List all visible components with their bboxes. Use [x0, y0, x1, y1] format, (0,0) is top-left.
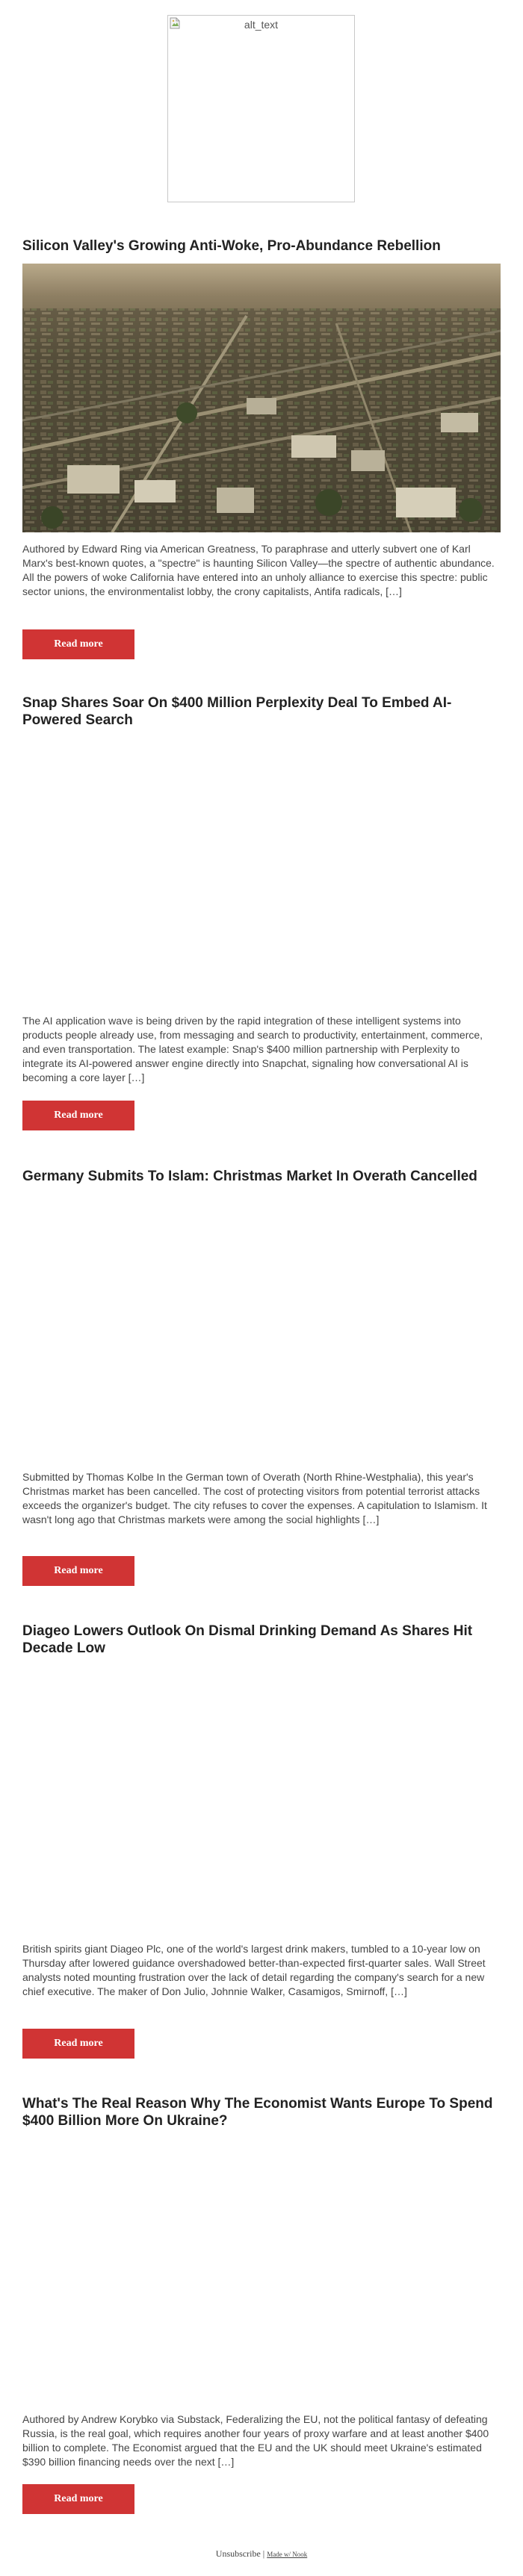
article-excerpt: The AI application wave is being driven by the rapid integration of these intelligent systems into products people already use, from messaging and search to productivity, entertainment, commerce, and even transportation. The latest example: Snap's $400 million partnership with Perplexity to integrate its AI-powered answer engine directly into Snapchat, signaling how conversational AI is becoming a core layer […] [22, 1015, 483, 1083]
article-title[interactable]: Diageo Lowers Outlook On Dismal Drinking Demand As Shares Hit Decade Low [22, 1623, 473, 1656]
aerial-city-image [22, 264, 501, 532]
article-image-placeholder[interactable] [22, 735, 501, 1027]
article-2 [22, 694, 501, 1142]
article-image[interactable] [22, 264, 501, 532]
read-more-button[interactable]: Read more [22, 1101, 134, 1130]
article-1 [22, 237, 501, 663]
article-excerpt: Submitted by Thomas Kolbe In the German town of Overath (North Rhine-Westphalia), this year's Christmas market has been cancelled. The cost of protecting visitors from potential terrorist attacks exceeds the organizer's budget. The city refuses to cover the expenses. A capitulation to Islamism. It wasn't long ago that Christmas markets were among the social highlights […] [22, 1471, 487, 1525]
footer-separator: | [262, 2548, 265, 2559]
read-more-button[interactable]: Read more [22, 2484, 134, 2514]
article-4 [22, 1623, 501, 2063]
article-image-placeholder[interactable] [22, 1664, 501, 1940]
read-more-button[interactable]: Read more [22, 1556, 134, 1586]
logo-image [167, 15, 355, 202]
article-title[interactable]: Germany Submits To Islam: Christmas Market In Overath Cancelled [22, 1169, 477, 1184]
article-image-placeholder[interactable] [22, 1194, 501, 1463]
article-title[interactable]: Snap Shares Soar On $400 Million Perplexity Deal To Embed AI-Powered Search [22, 695, 452, 728]
article-excerpt: British spirits giant Diageo Plc, one of the world's largest drink makers, tumbled to a 10-year low on Thursday after lowered guidance overshadowed better-than-expected first-quarter sales. Wall Street analysts noted mounting frustration over the lack of detail regarding the company's search for a new chief executive. The maker of Don Julio, Johnnie Walker, Casamigos, Smirnoff, […] [22, 1943, 486, 1997]
article-title[interactable]: Silicon Valley's Growing Anti-Woke, Pro-Abundance Rebellion [22, 238, 441, 254]
article-3 [22, 1168, 501, 1586]
logo-alt-text: alt_text [244, 19, 279, 31]
article-5 [22, 2095, 501, 2521]
article-title[interactable]: What's The Real Reason Why The Economist Wants Europe To Spend $400 Billion More On Ukraine? [22, 2096, 493, 2129]
read-more-button[interactable]: Read more [22, 629, 134, 659]
read-more-button[interactable]: Read more [22, 2029, 134, 2059]
footer [0, 2548, 523, 2560]
article-image-placeholder[interactable] [22, 2136, 501, 2412]
unsubscribe-link[interactable]: Unsubscribe [215, 2548, 261, 2559]
made-with-link[interactable]: Made w/ Nook [267, 2551, 308, 2558]
article-excerpt: Authored by Edward Ring via American Greatness, To paraphrase and utterly subvert one of Karl Marx's best-known quotes, a "spectre" is haunting Silicon Valley—the spectre of authentic abundance. All the powers of woke California have entered into an unholy alliance to exercise this spectre: public sector unions, the environmentalist lobby, the crony capitalists, Antifa radicals, […] [22, 543, 495, 597]
article-excerpt: Authored by Andrew Korybko via Substack, Federalizing the EU, not the political fantasy of defeating Russia, is the real goal, which requires another four years of proxy warfare and at least another $400 billion to complete. The Economist argued that the EU and the UK should meet Ukraine's estimated $390 billion financing needs over the next […] [22, 2413, 489, 2468]
